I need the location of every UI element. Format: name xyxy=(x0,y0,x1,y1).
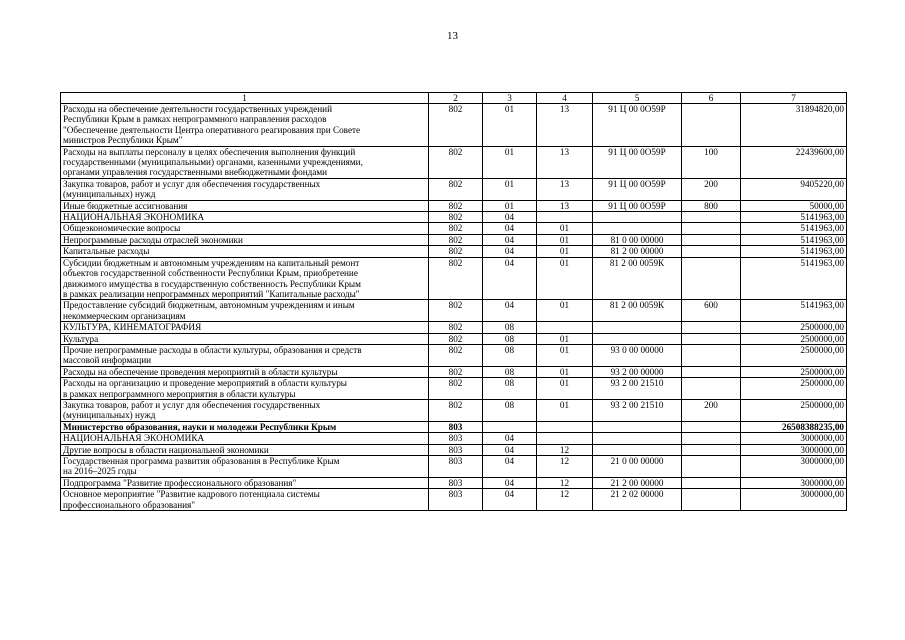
row-pr-cell: 01 xyxy=(537,257,593,300)
row-name-cell xyxy=(61,378,429,400)
table-row xyxy=(61,146,847,178)
row-pr-cell xyxy=(537,421,593,432)
row-rz-cell: 08 xyxy=(483,333,537,344)
table-row xyxy=(61,433,847,444)
row-csr-cell: 93 2 00 21510 xyxy=(593,378,682,400)
row-gr-cell: 803 xyxy=(429,477,483,488)
row-amount-cell: 3000000,00 xyxy=(741,477,847,488)
row-vr-cell xyxy=(682,421,741,432)
row-name-line: Общеэкономические вопросы xyxy=(63,223,181,234)
row-name-line: Расходы на обеспечение деятельности государственных учреждений xyxy=(63,104,333,114)
row-pr-cell xyxy=(537,433,593,444)
row-rz-cell: 04 xyxy=(483,223,537,234)
row-name-cell xyxy=(61,399,429,421)
row-pr-cell: 01 xyxy=(537,333,593,344)
row-amount-cell: 5141963,00 xyxy=(741,223,847,234)
row-gr-cell: 803 xyxy=(429,433,483,444)
row-csr-cell: 93 2 00 00000 xyxy=(593,366,682,377)
row-name-line: Подпрограмма "Развитие профессионального образования" xyxy=(63,477,297,488)
row-pr-cell: 01 xyxy=(537,344,593,366)
row-name-cell xyxy=(61,234,429,245)
row-rz-cell: 04 xyxy=(483,212,537,223)
row-amount-cell: 5141963,00 xyxy=(741,234,847,245)
table-row xyxy=(61,223,847,234)
row-name-line: КУЛЬТУРА, КИНЕМАТОГРАФИЯ xyxy=(63,322,202,333)
row-rz-cell: 08 xyxy=(483,322,537,333)
row-vr-cell xyxy=(682,456,741,478)
row-vr-cell: 600 xyxy=(682,300,741,322)
row-pr-cell: 13 xyxy=(537,146,593,178)
row-vr-cell xyxy=(682,344,741,366)
table-row xyxy=(61,399,847,421)
row-name-line: профессионального образования" xyxy=(63,499,196,510)
row-name-cell xyxy=(61,257,429,300)
row-name-line: (муниципальных) нужд xyxy=(63,410,156,421)
row-name-cell xyxy=(61,322,429,333)
row-name-line: Иные бюджетные ассигнования xyxy=(63,200,188,211)
row-name-line: Капитальные расходы xyxy=(63,246,150,257)
row-amount-cell: 3000000,00 xyxy=(741,456,847,478)
row-pr-cell: 13 xyxy=(537,104,593,147)
row-name-cell xyxy=(61,146,429,178)
table-row xyxy=(61,300,847,322)
row-gr-cell: 802 xyxy=(429,366,483,377)
row-pr-cell xyxy=(537,322,593,333)
row-name-cell xyxy=(61,489,429,511)
row-vr-cell: 200 xyxy=(682,178,741,200)
row-name-line: Прочие непрограммные расходы в области культуры, образования и средств xyxy=(63,344,362,355)
row-name-line: Республики Крым в рамках непрограммного направления расходов xyxy=(63,114,327,125)
row-gr-cell: 802 xyxy=(429,104,483,147)
table-row xyxy=(61,421,847,432)
row-rz-cell: 04 xyxy=(483,234,537,245)
row-csr-cell xyxy=(593,421,682,432)
row-gr-cell: 802 xyxy=(429,234,483,245)
row-amount-cell: 2500000,00 xyxy=(741,378,847,400)
row-name-line: в рамках непрограммного мероприятия в области культуры xyxy=(63,388,296,399)
row-csr-cell: 81 2 00 0059К xyxy=(593,300,682,322)
row-gr-cell: 802 xyxy=(429,257,483,300)
row-gr-cell: 802 xyxy=(429,146,483,178)
row-name-line: Закупка товаров, работ и услуг для обеспечения государственных xyxy=(63,399,321,410)
row-vr-cell: 800 xyxy=(682,200,741,211)
row-gr-cell: 802 xyxy=(429,399,483,421)
row-name-cell xyxy=(61,104,429,147)
row-vr-cell xyxy=(682,246,741,257)
row-amount-cell: 22439600,00 xyxy=(741,146,847,178)
row-csr-cell: 81 0 00 00000 xyxy=(593,234,682,245)
column-header-2: 2 xyxy=(429,93,483,104)
row-name-cell xyxy=(61,456,429,478)
table-row xyxy=(61,366,847,377)
row-amount-cell: 5141963,00 xyxy=(741,257,847,300)
row-vr-cell xyxy=(682,234,741,245)
row-gr-cell: 802 xyxy=(429,322,483,333)
table-row xyxy=(61,104,847,147)
column-header-6: 6 xyxy=(682,93,741,104)
row-amount-cell: 9405220,00 xyxy=(741,178,847,200)
row-name-cell xyxy=(61,344,429,366)
row-gr-cell: 802 xyxy=(429,212,483,223)
row-name-cell xyxy=(61,223,429,234)
row-name-line: движимого имущества в государственную собственность Республики Крым xyxy=(63,278,361,289)
row-name-line: (муниципальных) нужд xyxy=(63,189,156,200)
row-pr-cell: 01 xyxy=(537,234,593,245)
row-vr-cell xyxy=(682,444,741,455)
row-csr-cell: 91 Ц 00 0О59Р xyxy=(593,104,682,147)
row-name-line: Государственная программа развития образования в Республике Крым xyxy=(63,456,340,466)
column-header-7: 7 xyxy=(741,93,847,104)
row-amount-cell: 5141963,00 xyxy=(741,300,847,322)
row-pr-cell: 13 xyxy=(537,178,593,200)
row-name-line: Культура xyxy=(63,333,99,344)
row-gr-cell: 802 xyxy=(429,178,483,200)
table-row xyxy=(61,333,847,344)
table-row xyxy=(61,322,847,333)
row-name-line: Расходы на выплаты персоналу в целях обеспечения выполнения функций xyxy=(63,146,356,157)
row-amount-cell: 2500000,00 xyxy=(741,344,847,366)
table-row xyxy=(61,378,847,400)
row-name-line: некоммерческим организациям xyxy=(63,310,186,321)
row-name-cell xyxy=(61,433,429,444)
row-pr-cell: 01 xyxy=(537,366,593,377)
row-name-cell xyxy=(61,366,429,377)
row-name-line: Предоставление субсидий бюджетным, автономным учреждениям и иным xyxy=(63,300,355,311)
row-rz-cell: 04 xyxy=(483,489,537,511)
row-pr-cell: 01 xyxy=(537,246,593,257)
row-vr-cell xyxy=(682,322,741,333)
row-name-line: Непрограммные расходы отраслей экономики xyxy=(63,234,243,245)
row-vr-cell xyxy=(682,223,741,234)
row-rz-cell: 04 xyxy=(483,477,537,488)
row-name-cell xyxy=(61,444,429,455)
table-row xyxy=(61,477,847,488)
table-row xyxy=(61,444,847,455)
row-name-cell xyxy=(61,246,429,257)
row-csr-cell: 91 Ц 00 0О59Р xyxy=(593,146,682,178)
row-rz-cell: 04 xyxy=(483,246,537,257)
row-name-line: Министерство образования, науки и молодежи Республики Крым xyxy=(63,421,337,432)
row-pr-cell: 13 xyxy=(537,200,593,211)
table-body xyxy=(61,104,847,511)
table-row xyxy=(61,456,847,478)
row-name-line: Закупка товаров, работ и услуг для обеспечения государственных xyxy=(63,178,321,189)
table-row xyxy=(61,178,847,200)
row-amount-cell: 3000000,00 xyxy=(741,444,847,455)
row-rz-cell: 04 xyxy=(483,300,537,322)
header-row xyxy=(61,93,847,104)
table-row xyxy=(61,234,847,245)
row-vr-cell xyxy=(682,477,741,488)
row-name-line: Расходы на организацию и проведение мероприятий в области культуры xyxy=(63,378,347,389)
row-rz-cell: 04 xyxy=(483,257,537,300)
row-csr-cell xyxy=(593,333,682,344)
row-csr-cell: 21 2 00 00000 xyxy=(593,477,682,488)
page-number: 13 xyxy=(447,30,458,42)
row-gr-cell: 802 xyxy=(429,200,483,211)
row-gr-cell: 803 xyxy=(429,444,483,455)
row-pr-cell: 01 xyxy=(537,399,593,421)
row-rz-cell xyxy=(483,421,537,432)
budget-table xyxy=(60,92,847,511)
row-rz-cell: 08 xyxy=(483,378,537,400)
row-vr-cell xyxy=(682,104,741,147)
row-rz-cell: 01 xyxy=(483,200,537,211)
row-rz-cell: 01 xyxy=(483,104,537,147)
row-rz-cell: 04 xyxy=(483,433,537,444)
row-name-line: "Обеспечение деятельности Центра оперативного реагирования при Совете xyxy=(63,124,361,135)
row-name-cell xyxy=(61,178,429,200)
row-vr-cell xyxy=(682,333,741,344)
row-name-line: Основное мероприятие "Развитие кадрового потенциала системы xyxy=(63,489,320,500)
row-amount-cell: 2500000,00 xyxy=(741,333,847,344)
row-amount-cell: 26508388235,00 xyxy=(741,421,847,432)
row-vr-cell xyxy=(682,212,741,223)
row-amount-cell: 5141963,00 xyxy=(741,212,847,223)
row-amount-cell: 3000000,00 xyxy=(741,433,847,444)
row-csr-cell: 21 2 02 00000 xyxy=(593,489,682,511)
row-name-line: министров Республики Крым" xyxy=(63,135,183,146)
row-amount-cell: 50000,00 xyxy=(741,200,847,211)
column-header-1: 1 xyxy=(61,93,429,104)
row-pr-cell: 01 xyxy=(537,223,593,234)
row-name-line: органами управления государственными внебюджетными фондами xyxy=(63,167,328,178)
row-gr-cell: 802 xyxy=(429,344,483,366)
row-csr-cell: 91 Ц 00 0О59Р xyxy=(593,178,682,200)
row-vr-cell xyxy=(682,378,741,400)
row-gr-cell: 802 xyxy=(429,223,483,234)
row-name-line: объектов государственной собственности Республики Крым, приобретение xyxy=(63,268,358,279)
row-vr-cell xyxy=(682,366,741,377)
row-rz-cell: 04 xyxy=(483,444,537,455)
row-amount-cell: 2500000,00 xyxy=(741,322,847,333)
row-gr-cell: 802 xyxy=(429,378,483,400)
table-row xyxy=(61,489,847,511)
row-csr-cell: 21 0 00 00000 xyxy=(593,456,682,478)
row-name-cell xyxy=(61,200,429,211)
row-pr-cell: 12 xyxy=(537,444,593,455)
row-rz-cell: 08 xyxy=(483,399,537,421)
row-csr-cell xyxy=(593,444,682,455)
row-csr-cell xyxy=(593,322,682,333)
row-amount-cell: 2500000,00 xyxy=(741,366,847,377)
column-header-5: 5 xyxy=(593,93,682,104)
row-name-line: НАЦИОНАЛЬНАЯ ЭКОНОМИКА xyxy=(63,433,205,444)
row-gr-cell: 802 xyxy=(429,246,483,257)
row-gr-cell: 803 xyxy=(429,456,483,478)
row-amount-cell: 3000000,00 xyxy=(741,489,847,511)
row-csr-cell: 93 0 00 00000 xyxy=(593,344,682,366)
row-name-line: НАЦИОНАЛЬНАЯ ЭКОНОМИКА xyxy=(63,212,205,223)
row-rz-cell: 08 xyxy=(483,344,537,366)
row-pr-cell: 12 xyxy=(537,477,593,488)
row-vr-cell xyxy=(682,257,741,300)
row-name-line: государственными (муниципальными) органами, казенными учреждениями, xyxy=(63,157,363,168)
row-rz-cell: 08 xyxy=(483,366,537,377)
row-csr-cell xyxy=(593,433,682,444)
row-amount-cell: 5141963,00 xyxy=(741,246,847,257)
row-pr-cell: 01 xyxy=(537,300,593,322)
row-csr-cell: 81 2 00 0059К xyxy=(593,257,682,300)
row-gr-cell: 803 xyxy=(429,489,483,511)
row-amount-cell: 2500000,00 xyxy=(741,399,847,421)
row-csr-cell: 91 Ц 00 0О59Р xyxy=(593,200,682,211)
row-name-line: на 2016–2025 годы xyxy=(63,466,137,477)
row-vr-cell xyxy=(682,489,741,511)
row-name-cell xyxy=(61,300,429,322)
row-name-line: в рамках реализации непрограммных мероприятий "Капитальные расходы" xyxy=(63,288,360,299)
row-csr-cell: 93 2 00 21510 xyxy=(593,399,682,421)
row-name-cell xyxy=(61,421,429,432)
row-name-line: Другие вопросы в области национальной экономики xyxy=(63,444,269,455)
row-amount-cell: 31894820,00 xyxy=(741,104,847,147)
column-header-3: 3 xyxy=(483,93,537,104)
row-pr-cell xyxy=(537,212,593,223)
row-csr-cell xyxy=(593,212,682,223)
row-rz-cell: 01 xyxy=(483,146,537,178)
row-name-line: Расходы на обеспечение проведения мероприятий в области культуры xyxy=(63,366,338,377)
column-header-4: 4 xyxy=(537,93,593,104)
row-csr-cell xyxy=(593,223,682,234)
row-gr-cell: 802 xyxy=(429,333,483,344)
table-row xyxy=(61,212,847,223)
row-vr-cell: 200 xyxy=(682,399,741,421)
row-name-cell xyxy=(61,333,429,344)
row-pr-cell: 01 xyxy=(537,378,593,400)
row-name-cell xyxy=(61,212,429,223)
row-pr-cell: 12 xyxy=(537,456,593,478)
row-rz-cell: 04 xyxy=(483,456,537,478)
row-name-line: массовой информации xyxy=(63,355,152,366)
row-gr-cell: 802 xyxy=(429,300,483,322)
row-vr-cell xyxy=(682,433,741,444)
table-row xyxy=(61,257,847,300)
row-vr-cell: 100 xyxy=(682,146,741,178)
table-row xyxy=(61,344,847,366)
table-row xyxy=(61,246,847,257)
row-gr-cell: 803 xyxy=(429,421,483,432)
row-pr-cell: 12 xyxy=(537,489,593,511)
table-row xyxy=(61,200,847,211)
row-rz-cell: 01 xyxy=(483,178,537,200)
row-csr-cell: 81 2 00 00000 xyxy=(593,246,682,257)
row-name-line: Субсидии бюджетным и автономным учреждениям на капитальный ремонт xyxy=(63,257,360,268)
row-name-cell xyxy=(61,477,429,488)
